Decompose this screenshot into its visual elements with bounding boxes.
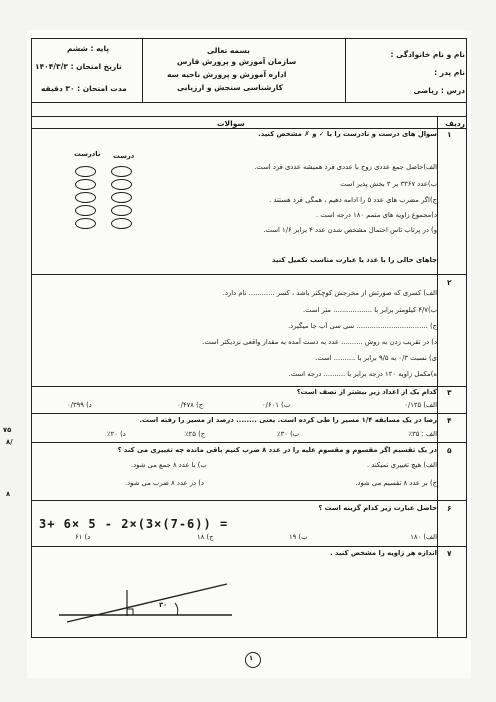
fill-blank-item: ب)۴/۷ کیلومتر برابر با .................. متر است.	[303, 306, 437, 314]
org-line-3: کارشناسی سنجش و ارزیابی	[177, 83, 283, 92]
option-a[interactable]: الف) ۰/۱۲۵	[404, 401, 437, 409]
question-number: ۲	[447, 278, 452, 287]
question-prompt: اندازه هر زاویه را مشخص کنید .	[330, 549, 437, 557]
tf-item: الف)حاصل جمع عددی زوج با عددی فرد همیشه عددی فرد است.	[254, 163, 437, 171]
question-prompt: در یک تقسیم اگر مقسوم و مقسوم علیه را در عدد ۸ ضرب کنیم باقی مانده چه تغییری می کند ؟	[117, 446, 437, 454]
question-prompt: حاصل عبارت زیر کدام گزینه است ؟	[318, 504, 437, 512]
answer-oval-false[interactable]	[75, 218, 96, 229]
question-prompt: کدام یک از اعداد زیر بیشتر از نصف است؟	[296, 388, 437, 396]
answer-oval-false[interactable]	[75, 205, 96, 216]
tf-item: ج)اگر مضرب های عدد ۵ را ادامه دهیم ، همگی فرد هستند .	[269, 196, 437, 204]
answer-oval-true[interactable]	[111, 218, 132, 229]
question-prompt: سوال های درست و نادرست را با ✓ و ✗ مشخص کنید.	[258, 130, 437, 138]
question-prompt: جاهای خالی را با عدد یا عبارت مناسب تکمیل کنید	[271, 256, 437, 264]
option-c[interactable]: ج) ۱۸	[197, 533, 214, 541]
option-c[interactable]: ج) ۰/۴۷۸	[177, 401, 204, 409]
tf-item: ب)عدد ۳۳۶۷ بر ۳ بخش پذیر است	[340, 180, 437, 188]
page-number: ۱	[249, 654, 254, 662]
question-number: ۳	[447, 388, 452, 397]
answer-oval-true[interactable]	[111, 166, 132, 177]
fill-blank-item: ه)مکمل زاویه ۱۲۰ درجه برابر با .......... درجه است.	[288, 370, 437, 378]
grade-label: پایه : ششم	[67, 44, 110, 53]
org-line-2: اداره آموزش و پرورش ناحیه سه	[167, 70, 287, 79]
answer-oval-true[interactable]	[111, 179, 132, 190]
option-d[interactable]: د) در عدد ۸ ضرب می شود.	[125, 479, 204, 487]
option-b[interactable]: ب) ۰/۶۰۱	[262, 401, 291, 409]
exam-paper	[27, 30, 471, 678]
option-a[interactable]: الف) هیچ تغییری نمیکند .	[366, 461, 437, 469]
answer-oval-true[interactable]	[111, 192, 132, 203]
fill-blank-item: ی) نسبت ۰/۳ به ۹/۵ برابر با .......... است.	[315, 354, 437, 362]
answer-oval-true[interactable]	[111, 205, 132, 216]
tf-item: د)مجموع زاویه های متمم ۱۸۰ درجه است .	[316, 211, 437, 219]
option-c[interactable]: ج) بر عدد ۸ تقسیم می شود.	[355, 479, 437, 487]
lesson-label: درس : ریاضی	[413, 86, 465, 95]
option-a[interactable]: الف : ۳۵٪	[408, 430, 437, 438]
option-c[interactable]: ج) ۲۵٪	[185, 430, 206, 438]
option-d[interactable]: د) ۶۱	[75, 533, 91, 541]
exam-date-label: تاریخ امتحان : ۱۴۰۴/۳/۳	[35, 62, 122, 71]
margin-mark: ۸/	[6, 438, 13, 446]
option-b[interactable]: ب) ۱۹	[289, 533, 308, 541]
exam-duration-label: مدت امتحان : ۳۰ دقیقه	[41, 84, 127, 93]
option-d[interactable]: د) ۲۰٪	[107, 430, 126, 438]
fill-blank-item: ج) ................................. سی سی آب جا میگیرد.	[287, 322, 437, 330]
answer-oval-false[interactable]	[75, 179, 96, 190]
option-b[interactable]: ب) ۳۰٪	[277, 430, 300, 438]
false-column-label: نادرست	[74, 150, 101, 158]
angle-diagram	[57, 580, 237, 625]
question-number: ۷	[447, 549, 452, 558]
option-b[interactable]: ب) با عدد ۸ جمع می شود.	[131, 461, 207, 469]
option-d[interactable]: د) ۰/۳۹۹	[67, 401, 92, 409]
question-prompt: رضا در یک مسابقه ۱/۴ مسیر را طی کرده است. یعنی ........ درصد از مسیر را رفته است.	[139, 416, 437, 424]
fill-blank-item: د) در تقریب زدن به روش .......... عدد به دست آمده به مقدار واقعی نزدیکتر است.	[202, 338, 437, 346]
fill-blank-item: الف) کسری که صورتش از مخرجش کوچکتر باشد ، کسر ............ نام دارد.	[222, 289, 437, 297]
question-number: ۵	[447, 446, 452, 455]
tf-item: و) در پرتاب تاس احتمال مشخص شدن عدد ۴ برابر ۱/۶ است.	[263, 226, 437, 234]
father-name-label: نام پدر :	[434, 68, 465, 77]
question-number: ۶	[447, 504, 452, 513]
answer-oval-false[interactable]	[75, 192, 96, 203]
question-number: ۴	[447, 416, 452, 425]
true-column-label: درست	[113, 152, 135, 160]
angle-label: ۳۰	[159, 601, 168, 609]
org-line-1: سازمان آموزش و پرورش فارس	[177, 57, 297, 66]
answer-oval-false[interactable]	[75, 166, 96, 177]
bismillah: بسمه تعالی	[207, 46, 250, 55]
margin-mark: ۸	[6, 490, 11, 498]
student-name-label: نام و نام خانوادگی :	[390, 50, 465, 59]
option-a[interactable]: الف) ۱۸۰	[410, 533, 437, 541]
margin-mark: ۷۵	[3, 426, 12, 434]
expression: 3+ 6× 5 - 2×(3×(7-6)) =	[39, 517, 229, 531]
question-number: ۱	[447, 130, 452, 139]
questions-column-header: سوالات	[217, 119, 245, 128]
row-column-header: ردیف	[445, 119, 465, 128]
